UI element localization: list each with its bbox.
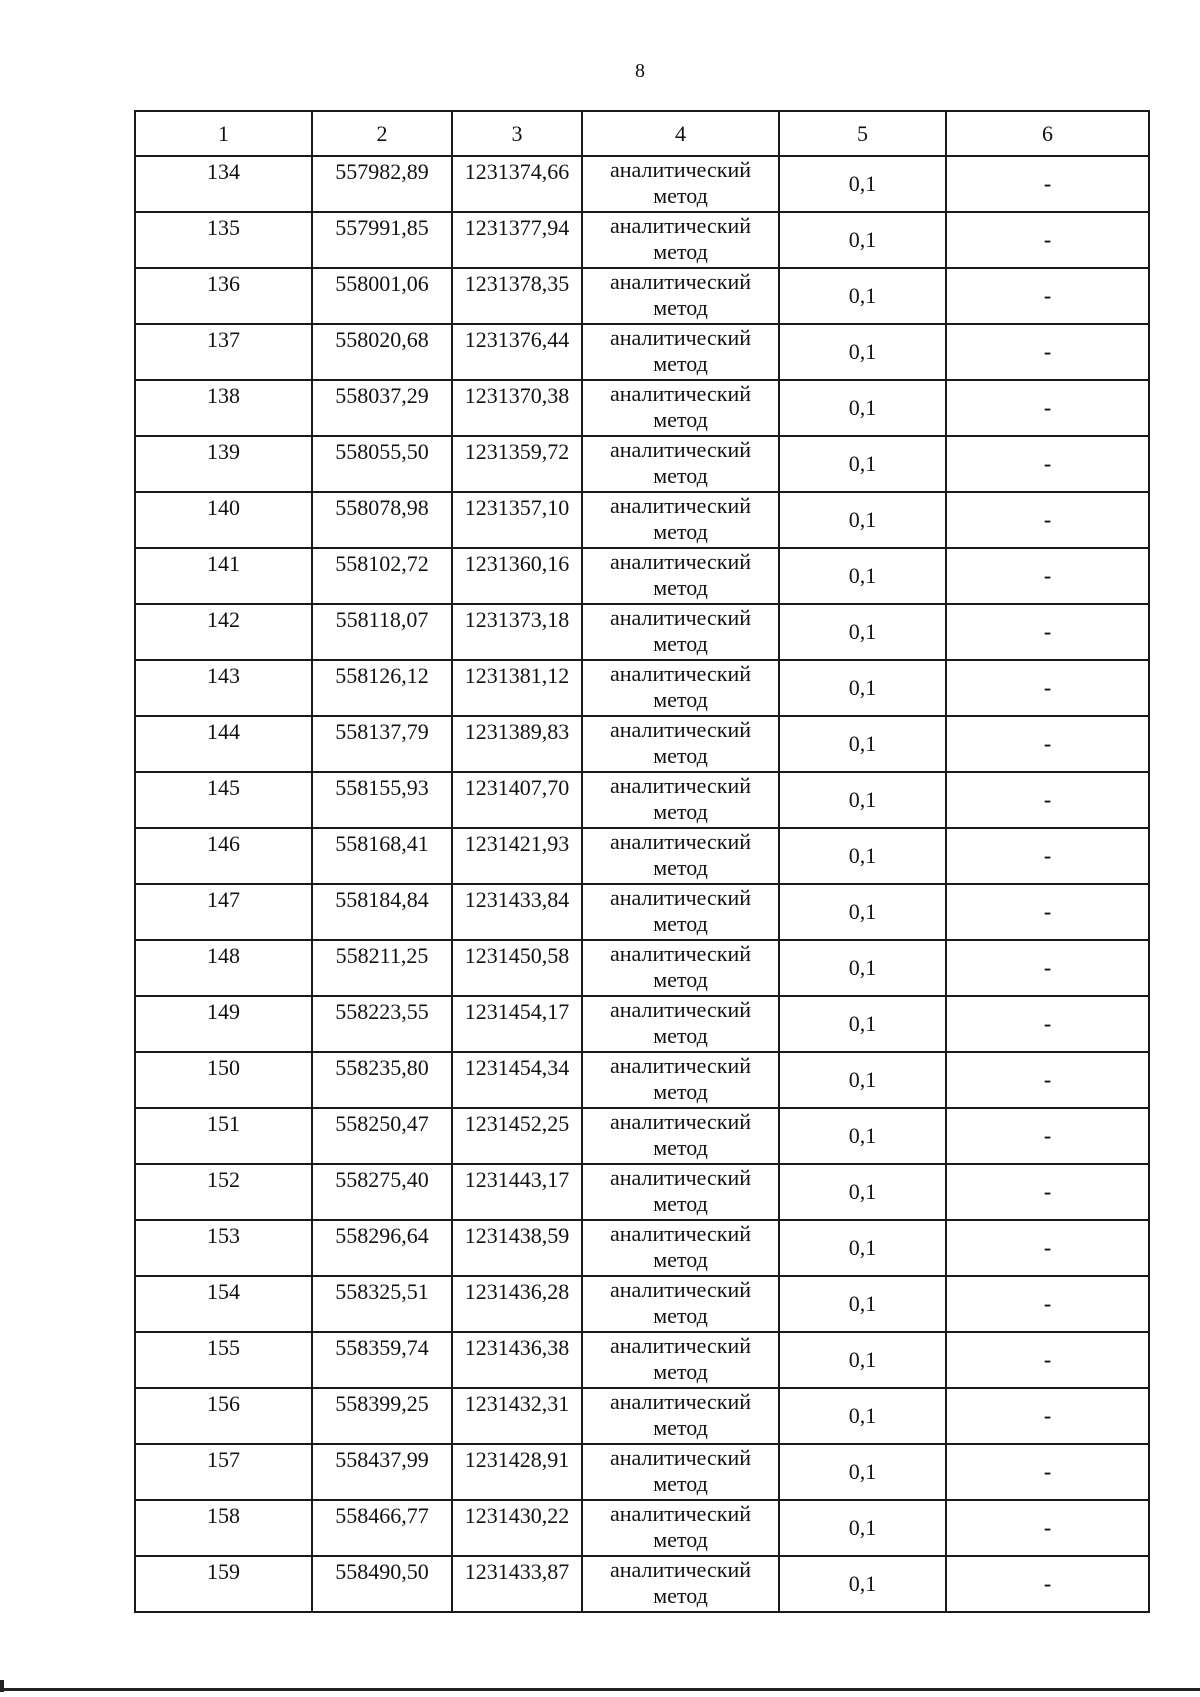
table-row — [135, 1500, 1149, 1556]
x-coordinate-cell: 558078,98 — [312, 492, 452, 548]
point-number-cell: 134 — [135, 156, 312, 212]
column-header-4: 4 — [582, 111, 779, 156]
note-cell: - — [946, 716, 1149, 772]
point-number-cell: 136 — [135, 268, 312, 324]
point-number-cell: 151 — [135, 1108, 312, 1164]
accuracy-cell: 0,1 — [779, 940, 946, 996]
method-cell — [582, 884, 779, 940]
method-line-1: аналитический — [609, 661, 751, 686]
x-coordinate-cell: 558155,93 — [312, 772, 452, 828]
table-header-row — [135, 111, 1149, 156]
method-cell — [582, 436, 779, 492]
accuracy-cell: 0,1 — [779, 1332, 946, 1388]
column-header-6: 6 — [946, 111, 1149, 156]
method-line-1: аналитический — [609, 1277, 751, 1302]
note-cell: - — [946, 380, 1149, 436]
method-line-1: аналитический — [609, 605, 751, 630]
method-cell — [582, 380, 779, 436]
y-coordinate-cell: 1231407,70 — [452, 772, 582, 828]
method-cell — [582, 212, 779, 268]
y-coordinate-cell: 1231360,16 — [452, 548, 582, 604]
method-line-1: аналитический — [609, 941, 751, 966]
method-line-2: метод — [653, 239, 708, 264]
coordinates-table — [134, 110, 1150, 1613]
note-cell: - — [946, 660, 1149, 716]
note-cell: - — [946, 940, 1149, 996]
method-line-2: метод — [653, 183, 708, 208]
method-cell — [582, 1444, 779, 1500]
method-line-1: аналитический — [609, 269, 751, 294]
accuracy-cell: 0,1 — [779, 884, 946, 940]
accuracy-cell: 0,1 — [779, 212, 946, 268]
y-coordinate-cell: 1231433,87 — [452, 1556, 582, 1612]
table-row — [135, 660, 1149, 716]
point-number-cell: 138 — [135, 380, 312, 436]
table-row — [135, 1332, 1149, 1388]
point-number-cell: 141 — [135, 548, 312, 604]
table-row — [135, 1220, 1149, 1276]
note-cell: - — [946, 1444, 1149, 1500]
method-line-2: метод — [653, 1247, 708, 1272]
method-line-1: аналитический — [609, 1333, 751, 1358]
table-row — [135, 492, 1149, 548]
table-row — [135, 828, 1149, 884]
y-coordinate-cell: 1231452,25 — [452, 1108, 582, 1164]
accuracy-cell: 0,1 — [779, 492, 946, 548]
y-coordinate-cell: 1231436,28 — [452, 1276, 582, 1332]
note-cell: - — [946, 436, 1149, 492]
method-line-1: аналитический — [609, 1445, 751, 1470]
accuracy-cell: 0,1 — [779, 156, 946, 212]
method-line-2: метод — [653, 575, 708, 600]
y-coordinate-cell: 1231436,38 — [452, 1332, 582, 1388]
method-line-2: метод — [653, 743, 708, 768]
method-line-2: метод — [653, 1303, 708, 1328]
method-cell — [582, 1164, 779, 1220]
method-line-2: метод — [653, 855, 708, 880]
table-row — [135, 324, 1149, 380]
accuracy-cell: 0,1 — [779, 1444, 946, 1500]
method-line-2: метод — [653, 1023, 708, 1048]
x-coordinate-cell: 558359,74 — [312, 1332, 452, 1388]
y-coordinate-cell: 1231370,38 — [452, 380, 582, 436]
method-line-2: метод — [653, 1191, 708, 1216]
method-line-1: аналитический — [609, 1053, 751, 1078]
note-cell: - — [946, 268, 1149, 324]
y-coordinate-cell: 1231430,22 — [452, 1500, 582, 1556]
point-number-cell: 157 — [135, 1444, 312, 1500]
y-coordinate-cell: 1231428,91 — [452, 1444, 582, 1500]
x-coordinate-cell: 557982,89 — [312, 156, 452, 212]
method-line-2: метод — [653, 1583, 708, 1608]
method-line-2: метод — [653, 1079, 708, 1104]
method-cell — [582, 1108, 779, 1164]
table-row — [135, 380, 1149, 436]
table-row — [135, 996, 1149, 1052]
note-cell: - — [946, 1332, 1149, 1388]
method-line-1: аналитический — [609, 1109, 751, 1134]
method-line-1: аналитический — [609, 1165, 751, 1190]
point-number-cell: 150 — [135, 1052, 312, 1108]
note-cell: - — [946, 884, 1149, 940]
y-coordinate-cell: 1231454,17 — [452, 996, 582, 1052]
method-cell — [582, 996, 779, 1052]
method-line-1: аналитический — [609, 717, 751, 742]
table-row — [135, 436, 1149, 492]
method-line-1: аналитический — [609, 437, 751, 462]
method-cell — [582, 156, 779, 212]
x-coordinate-cell: 558001,06 — [312, 268, 452, 324]
x-coordinate-cell: 558399,25 — [312, 1388, 452, 1444]
accuracy-cell: 0,1 — [779, 324, 946, 380]
note-cell: - — [946, 1556, 1149, 1612]
x-coordinate-cell: 558102,72 — [312, 548, 452, 604]
y-coordinate-cell: 1231454,34 — [452, 1052, 582, 1108]
method-line-2: метод — [653, 463, 708, 488]
note-cell: - — [946, 1276, 1149, 1332]
point-number-cell: 145 — [135, 772, 312, 828]
x-coordinate-cell: 558437,99 — [312, 1444, 452, 1500]
point-number-cell: 148 — [135, 940, 312, 996]
y-coordinate-cell: 1231432,31 — [452, 1388, 582, 1444]
method-cell — [582, 716, 779, 772]
method-line-2: метод — [653, 1527, 708, 1552]
note-cell: - — [946, 324, 1149, 380]
y-coordinate-cell: 1231357,10 — [452, 492, 582, 548]
x-coordinate-cell: 558466,77 — [312, 1500, 452, 1556]
point-number-cell: 152 — [135, 1164, 312, 1220]
accuracy-cell: 0,1 — [779, 548, 946, 604]
note-cell: - — [946, 1500, 1149, 1556]
method-line-1: аналитический — [609, 1557, 751, 1582]
accuracy-cell: 0,1 — [779, 268, 946, 324]
x-coordinate-cell: 558037,29 — [312, 380, 452, 436]
x-coordinate-cell: 558055,50 — [312, 436, 452, 492]
accuracy-cell: 0,1 — [779, 1220, 946, 1276]
method-line-1: аналитический — [609, 325, 751, 350]
x-coordinate-cell: 558296,64 — [312, 1220, 452, 1276]
method-line-2: метод — [653, 519, 708, 544]
x-coordinate-cell: 558223,55 — [312, 996, 452, 1052]
point-number-cell: 153 — [135, 1220, 312, 1276]
method-line-2: метод — [653, 1135, 708, 1160]
table-row — [135, 548, 1149, 604]
column-header-5: 5 — [779, 111, 946, 156]
y-coordinate-cell: 1231389,83 — [452, 716, 582, 772]
method-line-2: метод — [653, 407, 708, 432]
method-line-1: аналитический — [609, 493, 751, 518]
point-number-cell: 143 — [135, 660, 312, 716]
accuracy-cell: 0,1 — [779, 772, 946, 828]
point-number-cell: 142 — [135, 604, 312, 660]
point-number-cell: 146 — [135, 828, 312, 884]
note-cell: - — [946, 492, 1149, 548]
table-row — [135, 940, 1149, 996]
method-line-2: метод — [653, 799, 708, 824]
y-coordinate-cell: 1231359,72 — [452, 436, 582, 492]
accuracy-cell: 0,1 — [779, 1388, 946, 1444]
column-header-3: 3 — [452, 111, 582, 156]
x-coordinate-cell: 558184,84 — [312, 884, 452, 940]
method-cell — [582, 548, 779, 604]
point-number-cell: 144 — [135, 716, 312, 772]
method-cell — [582, 1332, 779, 1388]
table-row — [135, 716, 1149, 772]
accuracy-cell: 0,1 — [779, 1164, 946, 1220]
method-cell — [582, 660, 779, 716]
method-line-1: аналитический — [609, 213, 751, 238]
method-line-2: метод — [653, 687, 708, 712]
note-cell: - — [946, 1388, 1149, 1444]
table-row — [135, 156, 1149, 212]
method-line-2: метод — [653, 631, 708, 656]
method-cell — [582, 1276, 779, 1332]
point-number-cell: 156 — [135, 1388, 312, 1444]
x-coordinate-cell: 558137,79 — [312, 716, 452, 772]
y-coordinate-cell: 1231438,59 — [452, 1220, 582, 1276]
point-number-cell: 140 — [135, 492, 312, 548]
method-line-1: аналитический — [609, 997, 751, 1022]
scan-bottom-rule — [0, 1688, 1200, 1691]
accuracy-cell: 0,1 — [779, 660, 946, 716]
table-row — [135, 1052, 1149, 1108]
method-line-1: аналитический — [609, 381, 751, 406]
page-number: 8 — [635, 60, 645, 82]
accuracy-cell: 0,1 — [779, 716, 946, 772]
method-line-1: аналитический — [609, 157, 751, 182]
note-cell: - — [946, 772, 1149, 828]
table-row — [135, 1556, 1149, 1612]
point-number-cell: 155 — [135, 1332, 312, 1388]
note-cell: - — [946, 156, 1149, 212]
y-coordinate-cell: 1231376,44 — [452, 324, 582, 380]
note-cell: - — [946, 1108, 1149, 1164]
method-cell — [582, 828, 779, 884]
note-cell: - — [946, 1164, 1149, 1220]
method-line-1: аналитический — [609, 773, 751, 798]
note-cell: - — [946, 1220, 1149, 1276]
x-coordinate-cell: 557991,85 — [312, 212, 452, 268]
x-coordinate-cell: 558325,51 — [312, 1276, 452, 1332]
point-number-cell: 135 — [135, 212, 312, 268]
method-line-2: метод — [653, 1415, 708, 1440]
accuracy-cell: 0,1 — [779, 604, 946, 660]
accuracy-cell: 0,1 — [779, 1556, 946, 1612]
note-cell: - — [946, 828, 1149, 884]
x-coordinate-cell: 558126,12 — [312, 660, 452, 716]
method-line-1: аналитический — [609, 1389, 751, 1414]
table-row — [135, 884, 1149, 940]
method-cell — [582, 1388, 779, 1444]
y-coordinate-cell: 1231443,17 — [452, 1164, 582, 1220]
point-number-cell: 139 — [135, 436, 312, 492]
method-cell — [582, 604, 779, 660]
accuracy-cell: 0,1 — [779, 1500, 946, 1556]
table-row — [135, 1444, 1149, 1500]
table-row — [135, 1276, 1149, 1332]
table-row — [135, 604, 1149, 660]
note-cell: - — [946, 548, 1149, 604]
method-cell — [582, 268, 779, 324]
method-cell — [582, 324, 779, 380]
note-cell: - — [946, 604, 1149, 660]
y-coordinate-cell: 1231421,93 — [452, 828, 582, 884]
method-line-1: аналитический — [609, 549, 751, 574]
method-cell — [582, 1052, 779, 1108]
column-header-1: 1 — [135, 111, 312, 156]
x-coordinate-cell: 558250,47 — [312, 1108, 452, 1164]
y-coordinate-cell: 1231450,58 — [452, 940, 582, 996]
table-row — [135, 1108, 1149, 1164]
point-number-cell: 149 — [135, 996, 312, 1052]
y-coordinate-cell: 1231433,84 — [452, 884, 582, 940]
x-coordinate-cell: 558235,80 — [312, 1052, 452, 1108]
method-line-1: аналитический — [609, 829, 751, 854]
point-number-cell: 137 — [135, 324, 312, 380]
point-number-cell: 158 — [135, 1500, 312, 1556]
y-coordinate-cell: 1231373,18 — [452, 604, 582, 660]
y-coordinate-cell: 1231381,12 — [452, 660, 582, 716]
point-number-cell: 147 — [135, 884, 312, 940]
method-line-2: метод — [653, 911, 708, 936]
note-cell: - — [946, 212, 1149, 268]
x-coordinate-cell: 558168,41 — [312, 828, 452, 884]
y-coordinate-cell: 1231378,35 — [452, 268, 582, 324]
method-line-1: аналитический — [609, 1501, 751, 1526]
point-number-cell: 154 — [135, 1276, 312, 1332]
x-coordinate-cell: 558275,40 — [312, 1164, 452, 1220]
table-row — [135, 772, 1149, 828]
method-cell — [582, 1500, 779, 1556]
method-line-2: метод — [653, 351, 708, 376]
accuracy-cell: 0,1 — [779, 1052, 946, 1108]
method-cell — [582, 940, 779, 996]
method-cell — [582, 492, 779, 548]
x-coordinate-cell: 558211,25 — [312, 940, 452, 996]
x-coordinate-cell: 558490,50 — [312, 1556, 452, 1612]
method-line-2: метод — [653, 1359, 708, 1384]
table-row — [135, 1388, 1149, 1444]
point-number-cell: 159 — [135, 1556, 312, 1612]
method-line-1: аналитический — [609, 1221, 751, 1246]
method-cell — [582, 1220, 779, 1276]
method-cell — [582, 772, 779, 828]
method-line-2: метод — [653, 1471, 708, 1496]
method-cell — [582, 1556, 779, 1612]
method-line-2: метод — [653, 967, 708, 992]
y-coordinate-cell: 1231374,66 — [452, 156, 582, 212]
method-line-2: метод — [653, 295, 708, 320]
accuracy-cell: 0,1 — [779, 436, 946, 492]
table-row — [135, 212, 1149, 268]
x-coordinate-cell: 558020,68 — [312, 324, 452, 380]
column-header-2: 2 — [312, 111, 452, 156]
accuracy-cell: 0,1 — [779, 996, 946, 1052]
accuracy-cell: 0,1 — [779, 828, 946, 884]
accuracy-cell: 0,1 — [779, 1108, 946, 1164]
note-cell: - — [946, 1052, 1149, 1108]
note-cell: - — [946, 996, 1149, 1052]
method-line-1: аналитический — [609, 885, 751, 910]
x-coordinate-cell: 558118,07 — [312, 604, 452, 660]
accuracy-cell: 0,1 — [779, 380, 946, 436]
table-row — [135, 1164, 1149, 1220]
accuracy-cell: 0,1 — [779, 1276, 946, 1332]
table-row — [135, 268, 1149, 324]
y-coordinate-cell: 1231377,94 — [452, 212, 582, 268]
